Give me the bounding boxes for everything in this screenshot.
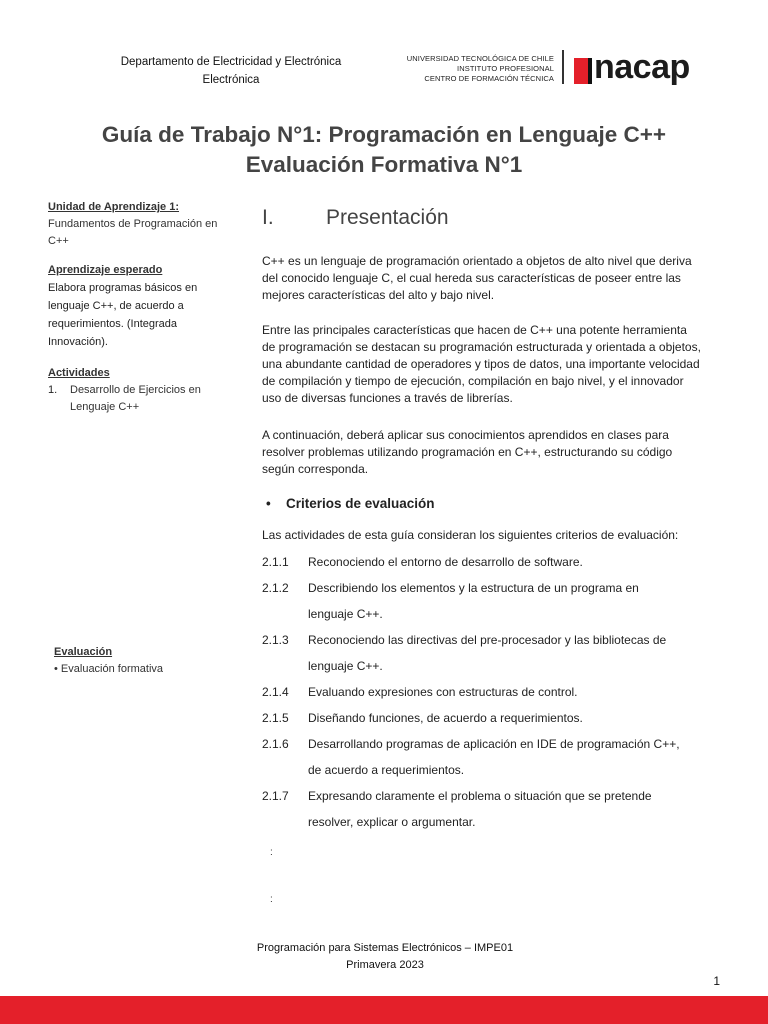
inacap-logo — [574, 48, 714, 94]
department-line-2: Electrónica — [202, 74, 260, 86]
criteria-number: 2.1.1 — [262, 555, 289, 569]
criteria-heading — [266, 496, 435, 511]
page-number: 1 — [713, 974, 720, 988]
paragraph-text: Entre las principales características que hacen de C++ una potente herramienta de programación se destacan su programación estructurada y orientada a objetos, una abundante cantidad de operadores y tipos de datos, una importante velocidad de compilación y tiempo de ejecución, compilación en bajo nivel, y el innovador uso de diversas funciones a través de librerías. — [262, 323, 701, 405]
criteria-list — [262, 549, 702, 835]
page-footer — [160, 940, 610, 974]
criteria-item — [262, 575, 702, 627]
sidebar-learning — [48, 261, 228, 351]
logo-text: nacap — [594, 48, 690, 86]
paragraph-text: A continuación, deberá aplicar sus conocimientos aprendidos en clases para resolver problemas utilizando programación en C++, estructurando su código según corresponda. — [262, 428, 673, 476]
learning-heading: Aprendizaje esperado — [48, 264, 163, 276]
document-title — [0, 120, 768, 180]
footer-course: Programación para Sistemas Electrónicos – IMPE01 — [256, 942, 514, 954]
evaluation-heading: Evaluación — [54, 646, 113, 658]
footer-red-bar — [0, 996, 768, 1024]
title-line-2: Evaluación Formativa N°1 — [245, 152, 523, 177]
criteria-item — [262, 627, 702, 679]
logo-dark-mark-icon — [588, 58, 592, 84]
university-line: INSTITUTO PROFESIONAL — [457, 64, 554, 73]
activities-heading: Actividades — [48, 367, 110, 379]
criteria-intro: Las actividades de esta guía consideran los siguientes criterios de evaluación: — [262, 528, 679, 542]
paragraph-text: C++ es un lenguaje de programación orientado a objetos de alto nivel que deriva del conocido lenguaje C, el cual hereda sus características de poseer entre las mejores características del alto y bajo nivel. — [262, 254, 692, 302]
criteria-text: Reconociendo las directivas del pre-procesador y las bibliotecas de lenguaje C++. — [308, 633, 667, 673]
criteria-text: Desarrollando programas de aplicación en IDE de programación C++, de acuerdo a requerimientos. — [308, 737, 680, 777]
criteria-number: 2.1.2 — [262, 581, 289, 595]
evaluation-text: Evaluación formativa — [60, 663, 164, 675]
university-line: UNIVERSIDAD TECNOLÓGICA DE CHILE — [406, 54, 554, 63]
department-line-1: Departamento de Electricidad y Electrónica — [120, 56, 342, 68]
bullet-icon: • — [54, 663, 58, 675]
criteria-item — [262, 783, 702, 835]
criteria-item — [262, 549, 702, 575]
university-line: CENTRO DE FORMACIÓN TÉCNICA — [424, 74, 554, 83]
sidebar-evaluation — [54, 644, 234, 678]
sidebar-unit — [48, 199, 228, 250]
criteria-text: Expresando claramente el problema o situación que se pretende resolver, explicar o argumentar. — [308, 789, 652, 829]
criteria-number: 2.1.7 — [262, 789, 289, 803]
sidebar-activities — [48, 365, 228, 416]
activity-item — [48, 382, 228, 416]
department-name — [96, 53, 366, 89]
trailing-mark: : — [270, 894, 273, 905]
criteria-number: 2.1.3 — [262, 633, 289, 647]
title-line-1: Guía de Trabajo N°1: Programación en Lenguaje C++ — [101, 122, 667, 147]
criteria-number: 2.1.4 — [262, 685, 289, 699]
footer-term: Primavera 2023 — [346, 959, 424, 971]
activity-text: Desarrollo de Ejercicios en Lenguaje C++ — [70, 384, 201, 413]
criteria-item — [262, 705, 702, 731]
section-title: Presentación — [326, 206, 449, 229]
logo-divider — [562, 50, 564, 84]
paragraph — [262, 427, 702, 478]
unit-heading: Unidad de Aprendizaje 1: — [48, 201, 180, 213]
criteria-text: Evaluando expresiones con estructuras de control. — [308, 685, 578, 699]
criteria-item — [262, 731, 702, 783]
criteria-heading-text: Criterios de evaluación — [286, 496, 435, 511]
trailing-mark: : — [270, 847, 273, 858]
paragraph — [262, 253, 702, 304]
bullet-icon: • — [266, 496, 271, 511]
logo-red-mark-icon — [574, 58, 588, 84]
criteria-number: 2.1.5 — [262, 711, 289, 725]
criteria-text: Reconociendo el entorno de desarrollo de software. — [308, 555, 583, 569]
criteria-number: 2.1.6 — [262, 737, 289, 751]
university-lines — [390, 54, 554, 84]
criteria-text: Describiendo los elementos y la estructura de un programa en lenguaje C++. — [308, 581, 639, 621]
criteria-item — [262, 679, 702, 705]
evaluation-item — [54, 661, 234, 678]
criteria-text: Diseñando funciones, de acuerdo a requerimientos. — [308, 711, 583, 725]
activity-number: 1. — [48, 384, 58, 396]
learning-text: Elabora programas básicos en lenguaje C++, de acuerdo a requerimientos. (Integrada Innovación). — [48, 282, 198, 348]
unit-text: Fundamentos de Programación en C++ — [48, 218, 218, 247]
section-heading — [262, 206, 449, 230]
section-number: I. — [262, 206, 274, 229]
paragraph — [262, 322, 702, 407]
